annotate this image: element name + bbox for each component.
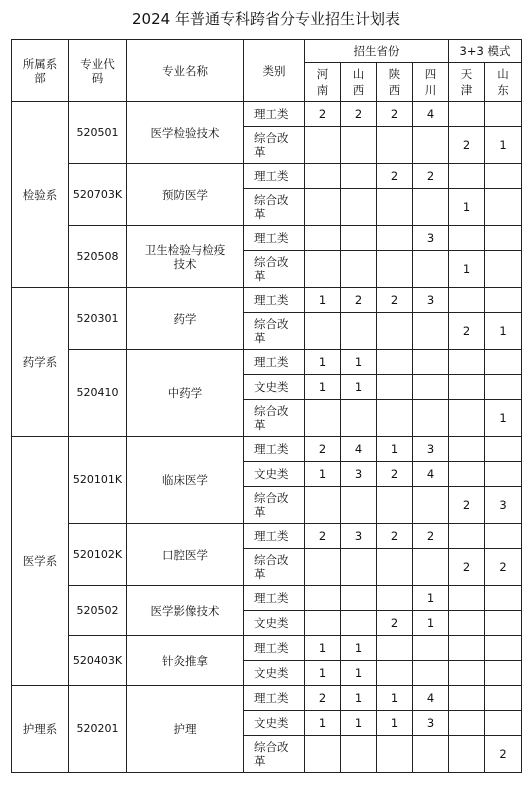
quota-cell: 1 (305, 636, 341, 661)
quota-cell: 2 (449, 313, 485, 350)
quota-cell: 3 (341, 462, 377, 487)
major-code-cell: 520301 (69, 288, 127, 350)
quota-cell (413, 549, 449, 586)
quota-cell: 1 (305, 350, 341, 375)
quota-cell: 2 (305, 437, 341, 462)
dept-cell: 护理系 (12, 686, 69, 773)
quota-cell (341, 586, 377, 611)
quota-cell (377, 586, 413, 611)
quota-cell (449, 736, 485, 773)
quota-cell: 2 (305, 686, 341, 711)
quota-cell: 2 (305, 102, 341, 127)
quota-cell: 1 (485, 127, 522, 164)
header-province: 山东 (485, 63, 522, 102)
quota-cell: 1 (377, 437, 413, 462)
header-3plus3-model: 3+3 模式 (449, 40, 522, 63)
quota-cell (449, 711, 485, 736)
quota-cell (413, 189, 449, 226)
quota-cell: 1 (341, 686, 377, 711)
category-cell: 综合改革 (244, 313, 305, 350)
quota-cell (485, 288, 522, 313)
quota-cell (413, 736, 449, 773)
major-code-cell: 520502 (69, 586, 127, 636)
major-name-cell: 针灸推拿 (127, 636, 244, 686)
category-cell: 理工类 (244, 686, 305, 711)
major-name-cell: 中药学 (127, 350, 244, 437)
quota-cell: 2 (413, 524, 449, 549)
category-cell: 理工类 (244, 350, 305, 375)
header-province: 山西 (341, 63, 377, 102)
quota-cell: 1 (485, 313, 522, 350)
category-cell: 理工类 (244, 164, 305, 189)
category-cell: 理工类 (244, 437, 305, 462)
quota-cell: 3 (413, 711, 449, 736)
quota-cell (413, 375, 449, 400)
quota-cell: 1 (377, 686, 413, 711)
quota-cell: 2 (413, 164, 449, 189)
major-name-cell: 口腔医学 (127, 524, 244, 586)
quota-cell (485, 375, 522, 400)
quota-cell (449, 437, 485, 462)
major-name-cell: 卫生检验与检疫技术 (127, 226, 244, 288)
quota-cell: 1 (305, 711, 341, 736)
quota-cell (341, 487, 377, 524)
quota-cell: 4 (341, 437, 377, 462)
quota-cell (341, 226, 377, 251)
quota-cell (341, 251, 377, 288)
header-recruit-provinces: 招生省份 (305, 40, 449, 63)
quota-cell (377, 487, 413, 524)
category-cell: 综合改革 (244, 127, 305, 164)
table-row (12, 437, 522, 462)
quota-cell (341, 164, 377, 189)
quota-cell: 2 (485, 549, 522, 586)
quota-cell: 1 (341, 636, 377, 661)
table-row (12, 524, 522, 549)
quota-cell (305, 189, 341, 226)
quota-cell: 3 (413, 226, 449, 251)
quota-cell (485, 524, 522, 549)
quota-cell (485, 164, 522, 189)
quota-cell: 2 (341, 102, 377, 127)
category-cell: 综合改革 (244, 400, 305, 437)
quota-cell (305, 164, 341, 189)
major-name-cell: 临床医学 (127, 437, 244, 524)
quota-cell (377, 189, 413, 226)
table-row (12, 226, 522, 251)
category-cell: 理工类 (244, 586, 305, 611)
quota-cell (341, 611, 377, 636)
header-name: 专业名称 (127, 40, 244, 102)
header-province: 河南 (305, 63, 341, 102)
major-code-cell: 520102K (69, 524, 127, 586)
quota-cell: 1 (305, 661, 341, 686)
quota-cell (341, 736, 377, 773)
quota-cell: 1 (449, 251, 485, 288)
quota-cell (485, 711, 522, 736)
quota-cell: 1 (377, 711, 413, 736)
quota-cell (485, 686, 522, 711)
major-code-cell: 520201 (69, 686, 127, 773)
quota-cell (485, 636, 522, 661)
quota-cell (377, 549, 413, 586)
quota-cell (305, 549, 341, 586)
quota-cell: 2 (377, 164, 413, 189)
quota-cell (485, 437, 522, 462)
quota-cell: 1 (449, 189, 485, 226)
category-cell: 理工类 (244, 226, 305, 251)
major-code-cell: 520508 (69, 226, 127, 288)
quota-cell (449, 636, 485, 661)
quota-cell: 3 (413, 288, 449, 313)
quota-cell (449, 462, 485, 487)
quota-cell (341, 189, 377, 226)
quota-cell (377, 375, 413, 400)
quota-cell (485, 102, 522, 127)
major-name-cell: 预防医学 (127, 164, 244, 226)
quota-cell: 3 (413, 437, 449, 462)
major-name-cell: 医学影像技术 (127, 586, 244, 636)
quota-cell (377, 226, 413, 251)
quota-cell: 4 (413, 462, 449, 487)
quota-cell: 1 (341, 375, 377, 400)
table-row (12, 636, 522, 661)
quota-cell (377, 313, 413, 350)
quota-cell (449, 350, 485, 375)
quota-cell (485, 350, 522, 375)
category-cell: 文史类 (244, 462, 305, 487)
quota-cell (305, 487, 341, 524)
quota-cell: 2 (377, 524, 413, 549)
quota-cell (413, 400, 449, 437)
dept-cell: 医学系 (12, 437, 69, 686)
quota-cell (377, 661, 413, 686)
quota-cell: 3 (485, 487, 522, 524)
quota-cell (485, 251, 522, 288)
quota-cell (449, 226, 485, 251)
quota-cell: 2 (305, 524, 341, 549)
quota-cell: 1 (341, 350, 377, 375)
major-code-cell: 520501 (69, 102, 127, 164)
quota-cell (485, 611, 522, 636)
quota-cell (305, 127, 341, 164)
category-cell: 综合改革 (244, 487, 305, 524)
quota-cell (449, 400, 485, 437)
quota-cell: 1 (305, 288, 341, 313)
quota-cell (305, 251, 341, 288)
enrollment-plan-table (11, 39, 522, 773)
header-province: 陕西 (377, 63, 413, 102)
quota-cell (377, 400, 413, 437)
category-cell: 理工类 (244, 102, 305, 127)
quota-cell: 4 (413, 686, 449, 711)
quota-cell (449, 288, 485, 313)
quota-cell: 1 (305, 462, 341, 487)
quota-cell (449, 686, 485, 711)
category-cell: 综合改革 (244, 736, 305, 773)
quota-cell (449, 375, 485, 400)
quota-cell: 2 (377, 102, 413, 127)
quota-cell: 2 (449, 549, 485, 586)
quota-cell: 1 (413, 586, 449, 611)
category-cell: 综合改革 (244, 251, 305, 288)
quota-cell: 1 (341, 711, 377, 736)
quota-cell (485, 462, 522, 487)
table-row (12, 586, 522, 611)
major-name-cell: 护理 (127, 686, 244, 773)
quota-cell (485, 586, 522, 611)
quota-cell (485, 189, 522, 226)
category-cell: 文史类 (244, 661, 305, 686)
quota-cell (341, 313, 377, 350)
quota-cell (377, 350, 413, 375)
quota-cell (449, 102, 485, 127)
quota-cell (341, 127, 377, 164)
header-province: 四川 (413, 63, 449, 102)
quota-cell: 2 (449, 487, 485, 524)
quota-cell (413, 487, 449, 524)
quota-cell (413, 127, 449, 164)
quota-cell (377, 251, 413, 288)
quota-cell: 2 (485, 736, 522, 773)
quota-cell (413, 313, 449, 350)
quota-cell (485, 226, 522, 251)
quota-cell (305, 586, 341, 611)
header-row-1 (12, 40, 522, 63)
category-cell: 文史类 (244, 711, 305, 736)
category-cell: 理工类 (244, 288, 305, 313)
quota-cell: 1 (485, 400, 522, 437)
category-cell: 文史类 (244, 375, 305, 400)
quota-cell (413, 350, 449, 375)
quota-cell: 2 (377, 462, 413, 487)
quota-cell: 4 (413, 102, 449, 127)
quota-cell (305, 611, 341, 636)
quota-cell (341, 549, 377, 586)
quota-cell (305, 313, 341, 350)
major-code-cell: 520703K (69, 164, 127, 226)
quota-cell: 2 (377, 611, 413, 636)
major-code-cell: 520101K (69, 437, 127, 524)
category-cell: 理工类 (244, 636, 305, 661)
table-row (12, 350, 522, 375)
major-code-cell: 520403K (69, 636, 127, 686)
table-row (12, 164, 522, 189)
major-name-cell: 医学检验技术 (127, 102, 244, 164)
major-name-cell: 药学 (127, 288, 244, 350)
category-cell: 综合改革 (244, 189, 305, 226)
header-category: 类别 (244, 40, 305, 102)
table-row (12, 686, 522, 711)
category-cell: 文史类 (244, 611, 305, 636)
header-province: 天津 (449, 63, 485, 102)
quota-cell (377, 127, 413, 164)
major-code-cell: 520410 (69, 350, 127, 437)
quota-cell: 3 (341, 524, 377, 549)
table-body (12, 40, 522, 773)
quota-cell: 1 (341, 661, 377, 686)
quota-cell: 1 (305, 375, 341, 400)
table-row (12, 288, 522, 313)
quota-cell: 1 (413, 611, 449, 636)
page-title: 2024 年普通专科跨省分专业招生计划表 (132, 10, 400, 28)
quota-cell (413, 251, 449, 288)
header-code: 专业代码 (69, 40, 127, 102)
quota-cell: 2 (377, 288, 413, 313)
quota-cell (305, 736, 341, 773)
quota-cell (341, 400, 377, 437)
quota-cell (449, 524, 485, 549)
quota-cell (449, 611, 485, 636)
quota-cell (377, 736, 413, 773)
quota-cell: 2 (449, 127, 485, 164)
quota-cell (413, 661, 449, 686)
quota-cell (449, 164, 485, 189)
quota-cell: 2 (341, 288, 377, 313)
dept-cell: 药学系 (12, 288, 69, 437)
quota-cell (305, 226, 341, 251)
category-cell: 综合改革 (244, 549, 305, 586)
quota-cell (449, 586, 485, 611)
quota-cell (449, 661, 485, 686)
dept-cell: 检验系 (12, 102, 69, 288)
quota-cell (413, 636, 449, 661)
category-cell: 理工类 (244, 524, 305, 549)
table-row (12, 102, 522, 127)
quota-cell (485, 661, 522, 686)
quota-cell (305, 400, 341, 437)
header-dept: 所属系部 (12, 40, 69, 102)
quota-cell (377, 636, 413, 661)
